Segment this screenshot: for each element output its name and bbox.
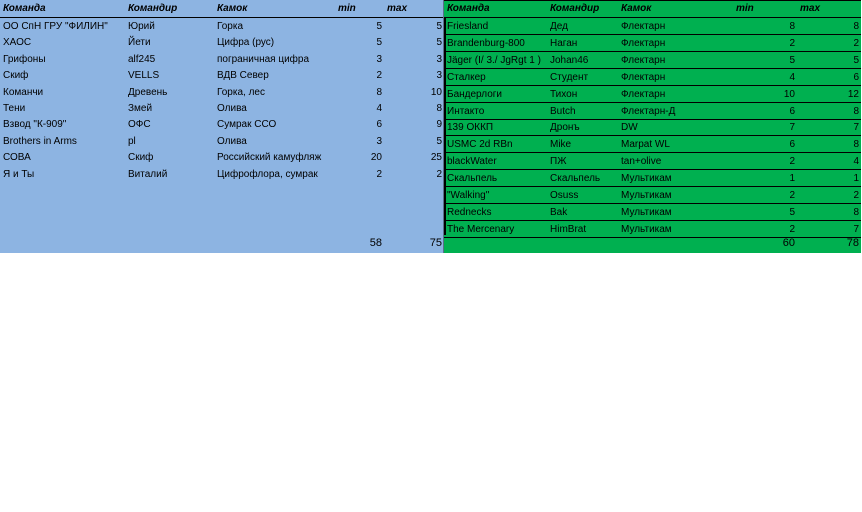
cell-team: Взвод "К-909" [3,119,67,131]
cell-camo: DW [621,122,638,134]
table-row [0,117,443,133]
right-header-max: max [800,3,821,14]
cell-min: 8 [376,86,382,98]
cell-team: USMC 2d RBn [447,139,513,151]
cell-camo: Мультикам [621,173,672,185]
right-total-min: 60 [782,237,795,249]
cell-max: 5 [436,135,442,147]
cell-max: 8 [853,105,859,117]
cell-min: 6 [789,105,795,117]
cell-team: ОО СпН ГРУ "ФИЛИН" [3,21,108,32]
cell-camo: Мультикам [621,206,672,218]
cell-team: "Walking" [447,190,490,201]
table-row [444,104,861,120]
cell-team: Friesland [447,21,489,32]
cell-camo: пограничная цифра [217,53,310,65]
right-total-max: 78 [846,237,859,249]
table-row [444,70,861,86]
cell-camo: Цифра (рус) [217,37,275,49]
cell-commander: Виталий [128,168,168,180]
cell-max: 10 [430,86,442,98]
left-header-camo: Камок [217,3,248,14]
cell-commander: Скальпель [550,173,601,185]
cell-team: Rednecks [447,206,492,218]
cell-team: Brandenburg-800 [447,37,525,49]
table-row [444,188,861,204]
cell-commander: Юрий [128,21,155,32]
table-row [444,171,861,187]
cell-camo: Цифрофлора, сумрак [217,168,318,180]
cell-min: 3 [376,135,382,147]
cell-commander: Наган [550,37,578,49]
right-total-row [444,235,861,252]
cell-min: 5 [789,54,795,66]
table-row [444,53,861,69]
cell-min: 5 [376,37,382,49]
table-row [444,137,861,153]
left-total-row [0,235,443,252]
cell-min: 2 [789,190,795,201]
cell-min: 3 [376,53,382,65]
cell-camo: Флектарн [621,71,666,83]
cell-max: 8 [853,139,859,151]
table-row [0,35,443,51]
cell-camo: tan+olive [621,156,662,168]
left-header-team: Команда [3,3,46,14]
cell-team: Интакто [447,105,485,117]
cell-team: СОВА [3,152,31,164]
right-header-commander: Командир [550,3,600,14]
cell-max: 7 [853,223,859,235]
cell-max: 12 [847,88,859,100]
cell-commander: Osuss [550,190,579,201]
cell-camo: Флектарн [621,54,666,66]
cell-camo: Сумрак ССО [217,119,277,131]
right-header-camo: Камок [621,3,652,14]
cell-team: Я и Ты [3,168,35,180]
cell-team: Скиф [3,70,29,82]
cell-team: Скальпель [447,173,498,185]
cell-min: 4 [376,103,382,114]
cell-max: 2 [853,190,859,201]
cell-min: 2 [376,70,382,82]
cell-min: 6 [376,119,382,131]
cell-max: 9 [436,119,442,131]
cell-team: Грифоны [3,53,46,65]
cell-min: 2 [376,168,382,180]
cell-commander: ОФС [128,119,151,131]
cell-commander: Дронъ [550,122,580,134]
cell-max: 3 [436,70,442,82]
cell-max: 5 [853,54,859,66]
cell-camo: Олива [217,135,247,147]
right-team-table [444,0,861,253]
cell-commander: pl [128,135,136,147]
cell-commander: Змей [128,103,153,114]
cell-team: Команчи [3,86,44,98]
cell-commander: Тихон [550,88,578,100]
cell-camo: Горка, лес [217,86,265,98]
cell-max: 8 [436,103,442,114]
left-total-min: 58 [369,237,382,249]
cell-max: 8 [853,21,859,32]
left-total-max: 75 [429,237,442,249]
table-row [444,87,861,103]
cell-camo: Горка [217,21,244,32]
table-row [0,150,443,166]
cell-camo: ВДВ Север [217,70,269,82]
cell-camo: Флектарн [621,21,666,32]
left-header-commander: Командир [128,3,178,14]
cell-commander: Древень [128,86,168,98]
cell-commander: Mike [550,139,572,151]
cell-camo: Флектарн-Д [621,105,676,117]
cell-min: 5 [376,21,382,32]
table-row [444,19,861,35]
cell-team: blackWater [447,156,497,168]
table-row [0,85,443,101]
cell-max: 3 [436,53,442,65]
cell-commander: Johan46 [550,54,589,66]
cell-team: 139 ОККП [447,122,494,134]
cell-max: 6 [853,71,859,83]
cell-team: Сталкер [447,71,486,83]
table-row [444,205,861,221]
cell-min: 8 [789,21,795,32]
cell-max: 25 [430,152,442,164]
table-row [0,52,443,68]
cell-camo: Мультикам [621,190,672,201]
cell-commander: VELLS [128,70,160,82]
cell-min: 10 [783,88,795,100]
cell-team: ХАОС [3,37,32,49]
cell-max: 4 [853,156,859,168]
cell-min: 7 [789,122,795,134]
cell-commander: Студент [550,71,589,83]
cell-commander: alf245 [128,53,156,65]
cell-min: 6 [789,139,795,151]
right-header-min: min [736,3,754,14]
cell-camo: Российский камуфляж [217,152,322,164]
cell-camo: Флектарн [621,37,666,49]
table-row [0,134,443,150]
table-row [0,19,443,35]
cell-commander: Butch [550,105,576,117]
cell-min: 4 [789,71,795,83]
cell-max: 5 [436,37,442,49]
cell-min: 2 [789,223,795,235]
cell-commander: Скиф [128,152,154,164]
cell-camo: Флектарн [621,88,666,100]
cell-team: Jäger (I/ 3./ JgRgt 1 ) [447,54,541,66]
cell-max: 1 [853,173,859,185]
right-header-team: Команда [447,3,490,14]
left-header-row [0,1,443,18]
cell-camo: Marpat WL [621,139,670,151]
cell-max: 2 [436,168,442,180]
cell-commander: ПЖ [550,156,567,168]
left-header-min: min [338,3,356,14]
cell-max: 8 [853,206,859,218]
cell-min: 2 [789,37,795,49]
cell-team: Тени [3,103,26,114]
cell-commander: Bak [550,206,568,218]
cell-camo: Олива [217,103,247,114]
cell-max: 5 [436,21,442,32]
cell-max: 2 [853,37,859,49]
right-header-row [444,0,861,18]
cell-team: The Mercenary [447,223,515,235]
cell-min: 1 [789,173,795,185]
table-row [444,120,861,136]
cell-commander: Йети [128,37,151,49]
table-row [444,154,861,170]
cell-max: 7 [853,122,859,134]
cell-min: 20 [370,152,382,164]
cell-min: 5 [789,206,795,218]
table-row [444,36,861,52]
table-row [0,101,443,117]
table-row [0,68,443,84]
cell-camo: Мультикам [621,223,672,235]
cell-commander: HimBrat [550,223,587,235]
left-team-table [0,0,443,253]
cell-min: 2 [789,156,795,168]
cell-commander: Дед [550,21,568,32]
table-row [0,167,443,183]
cell-team: Бандерлоги [447,88,503,100]
cell-team: Brothers in Arms [3,135,77,147]
left-header-max: max [387,3,408,14]
